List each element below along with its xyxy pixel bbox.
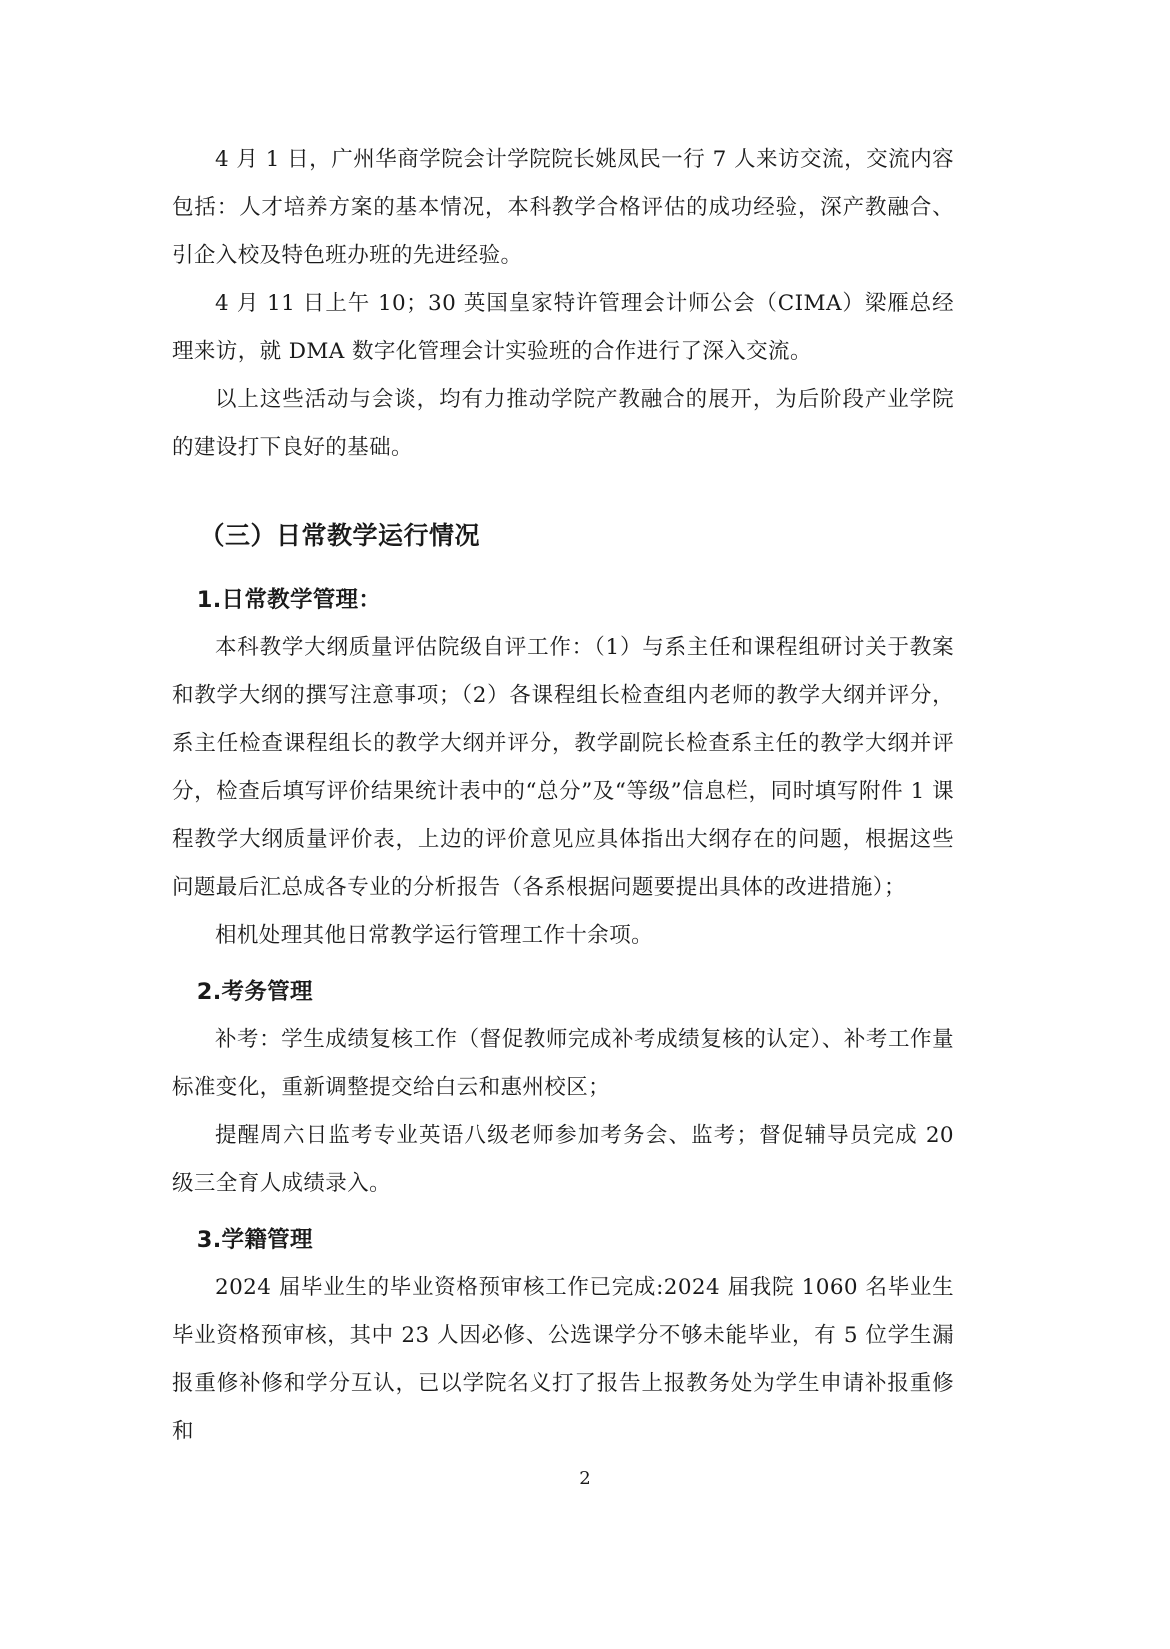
- paragraph-invigilation-reminder: 提醒周六日监考专业英语八级老师参加考务会、监考；督促辅导员完成 20 级三全育人成绩录入。: [172, 1123, 954, 1196]
- sub-heading-student-status-management: 3.学籍管理: [196, 1227, 313, 1253]
- spacer: [172, 472, 954, 512]
- section-heading-daily-teaching: （三）日常教学运行情况: [199, 521, 481, 550]
- sub-heading-exam-management: 2.考务管理: [196, 979, 313, 1005]
- paragraph-visit-april-11: 4 月 11 日上午 10；30 英国皇家特许管理会计师公会（CIMA）梁雁总经理来访，就 DMA 数字化管理会计实验班的合作进行了深入交流。: [172, 291, 954, 364]
- spacer: [172, 560, 954, 576]
- sub-heading-daily-management: 1.日常教学管理：: [196, 587, 382, 613]
- spacer: [172, 1208, 954, 1216]
- page-number: 2: [579, 1468, 591, 1489]
- paragraph-visit-april-1: 4 月 1 日，广州华商学院会计学院院长姚凤民一行 7 人来访交流，交流内容包括：人才培养方案的基本情况，本科教学合格评估的成功经验，深产教融合、引企入校及特色班办班的先进经验。: [172, 147, 954, 268]
- document-body: [172, 136, 954, 1456]
- paragraph-summary-activities: 以上这些活动与会谈，均有力推动学院产教融合的展开，为后阶段产业学院的建设打下良好的基础。: [172, 387, 954, 460]
- paragraph-syllabus-evaluation: 本科教学大纲质量评估院级自评工作：（1）与系主任和课程组研讨关于教案和教学大纲的撰写注意事项；（2）各课程组长检查组内老师的教学大纲并评分，系主任检查课程组长的教学大纲并评分，教学副院长检查系主任的教学大纲并评分，检查后填写评价结果统计表中的“总分”及“等级”信息栏，同时填写附件 1 课程教学大纲质量评价表，上边的评价意见应具体指出大纲存在的问题，根据这些问题最后汇总成各专业的分析报告（各系根据问题要提出具体的改进措施）；: [172, 635, 954, 900]
- paragraph-makeup-exam: 补考：学生成绩复核工作（督促教师完成补考成绩复核的认定）、补考工作量标准变化，重新调整提交给白云和惠州校区；: [172, 1027, 954, 1100]
- paragraph-graduation-prereview: 2024 届毕业生的毕业资格预审核工作已完成:2024 届我院 1060 名毕业生毕业资格预审核，其中 23 人因必修、公选课学分不够未能毕业，有 5 位学生漏报重修补修和学分互认，已以学院名义打了报告上报教务处为学生申请补报重修和: [172, 1275, 954, 1444]
- spacer: [172, 960, 954, 968]
- paragraph-other-routine-work: 相机处理其他日常教学运行管理工作十余项。: [215, 923, 654, 948]
